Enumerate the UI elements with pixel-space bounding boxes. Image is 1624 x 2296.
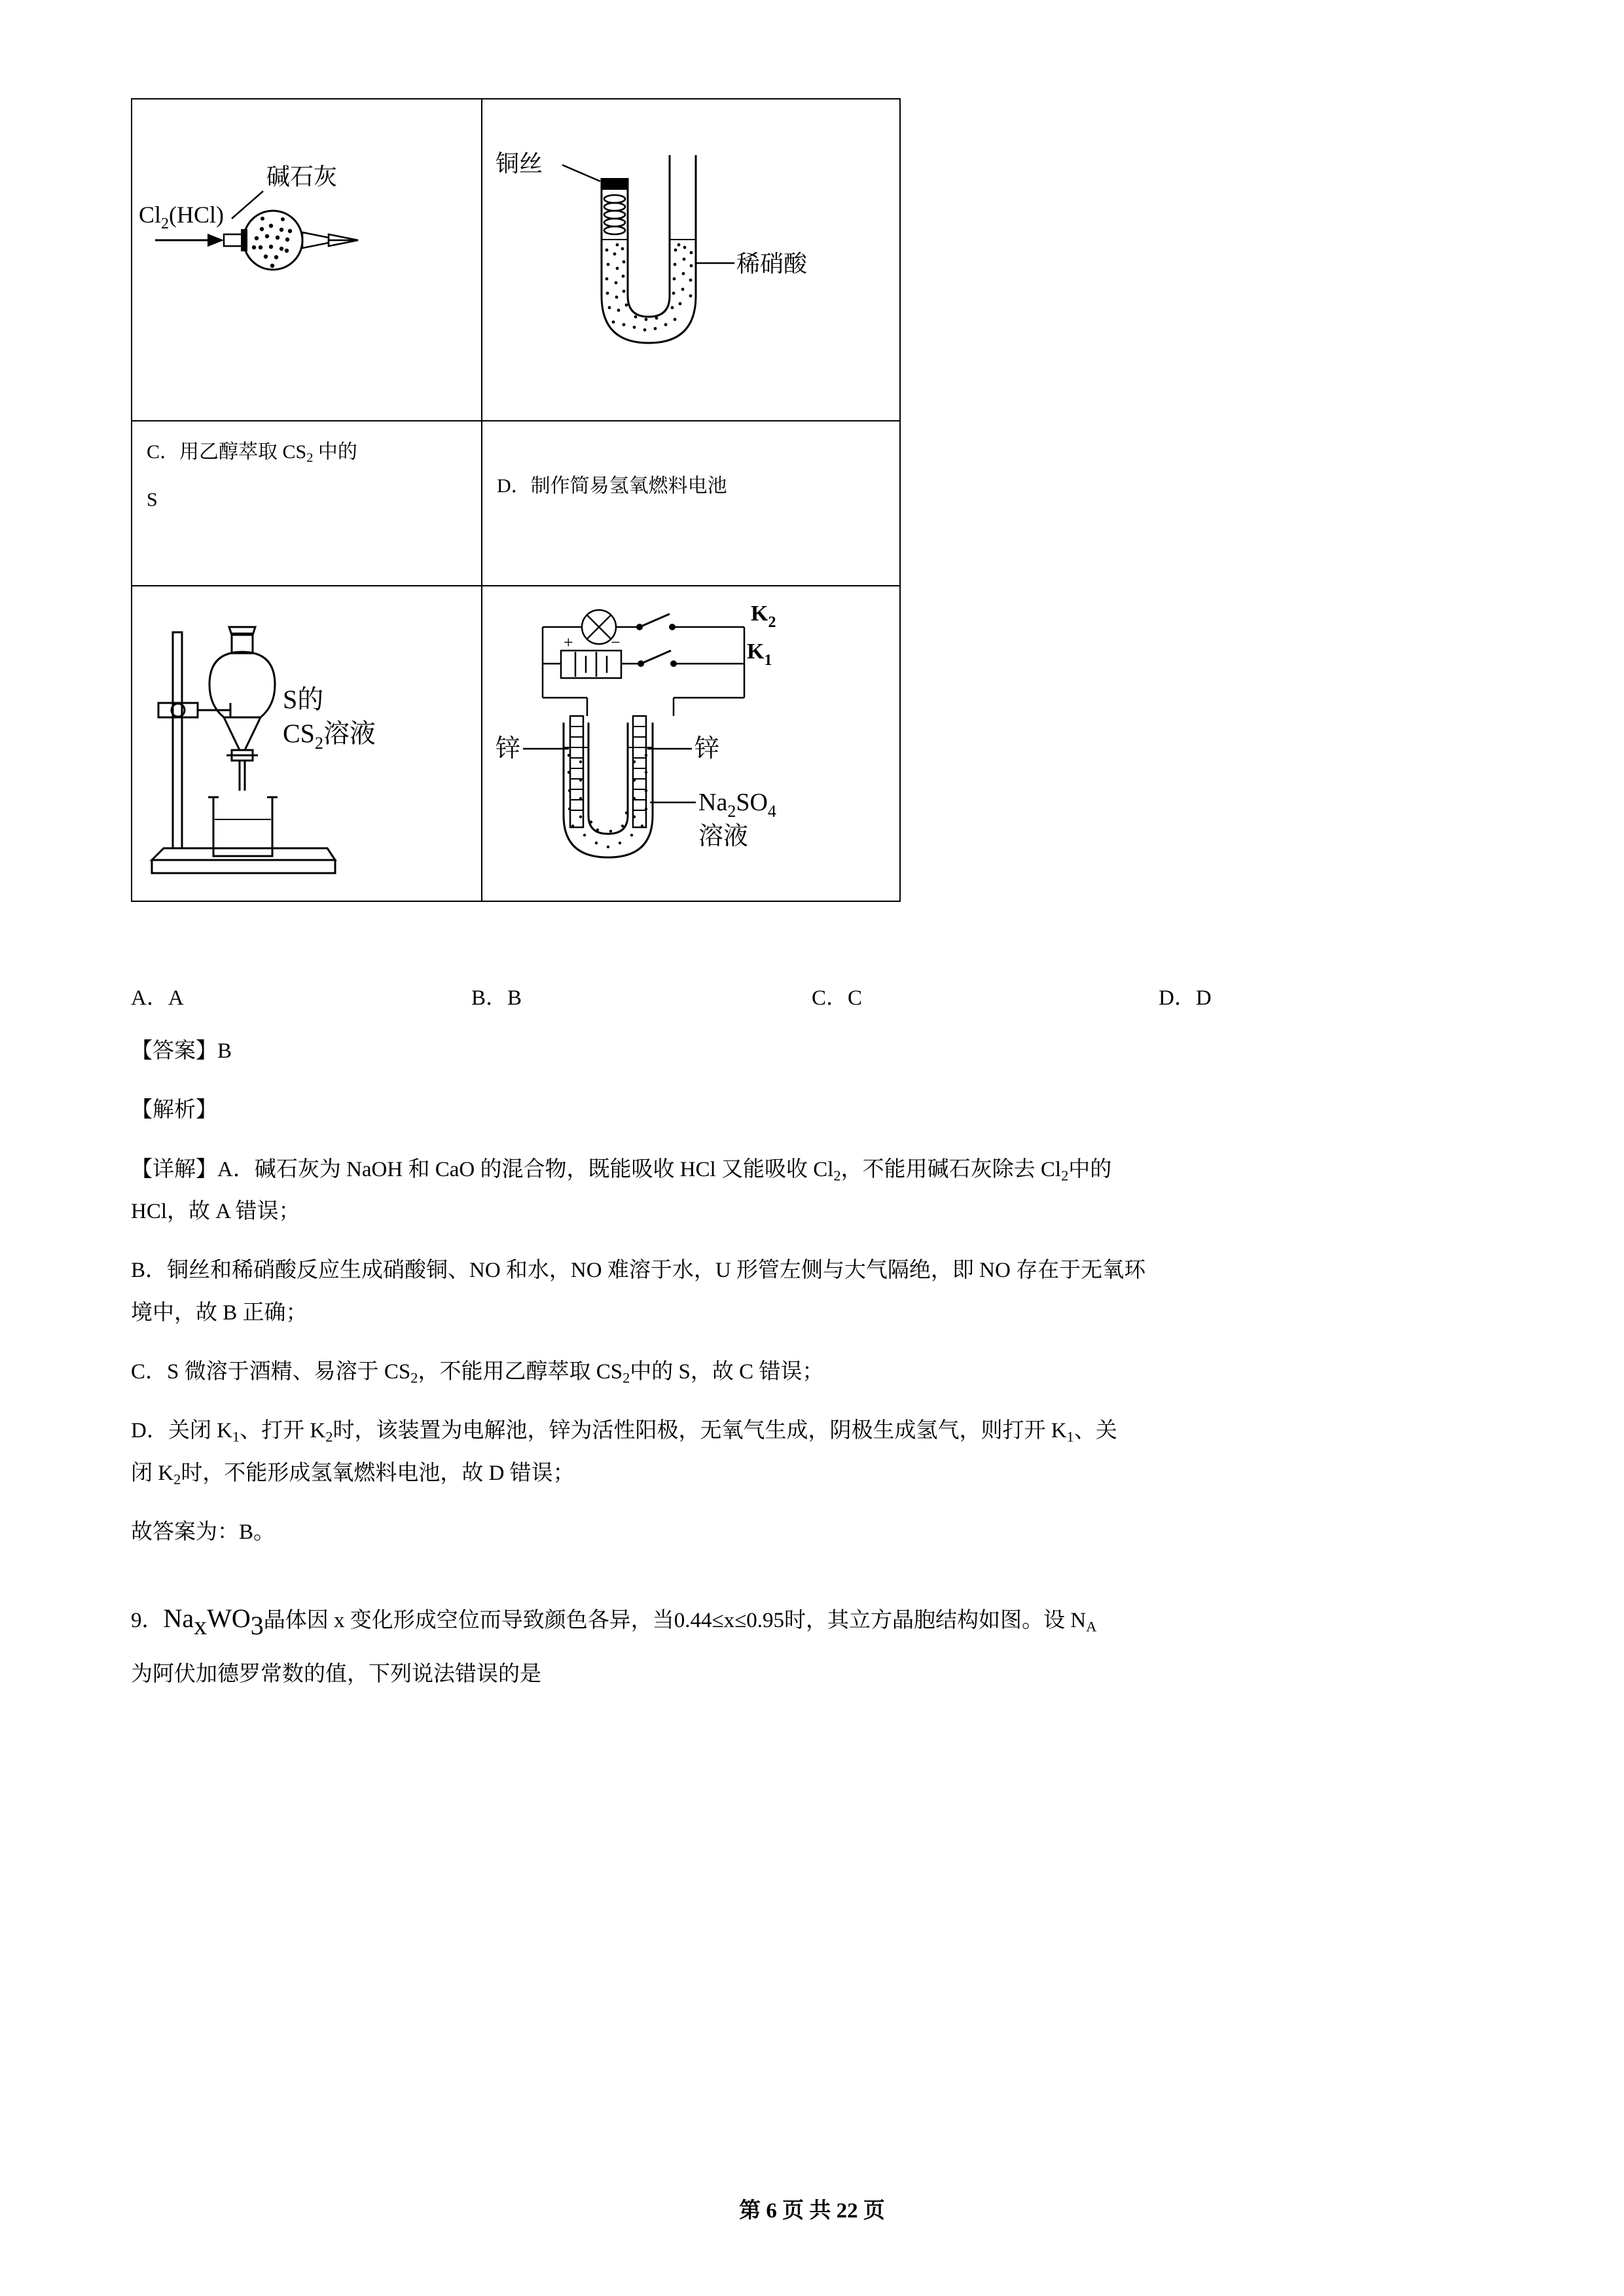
- explanation-paragraph-b: [131, 1249, 1492, 1334]
- cell-c-label-line2: $CS_2$溶液: [283, 719, 376, 753]
- explanation-paragraph-c: [131, 1351, 1492, 1393]
- q9-formula-na: Na: [163, 1604, 194, 1634]
- exp-d-line2-part1: 闭 K: [131, 1461, 174, 1485]
- exp-c-part3: 中的 S，故 C 错误；: [630, 1360, 824, 1384]
- exp-c-part2: ，不能用乙醇萃取 CS: [418, 1360, 623, 1384]
- q9-formula-3: 3: [250, 1611, 264, 1641]
- exp-c-part1: C．S 微溶于酒精、易溶于 CS: [131, 1360, 411, 1384]
- cell-c-text-content: [132, 422, 481, 530]
- page-content: [131, 98, 1492, 1696]
- q9-sub-a: A: [1086, 1618, 1097, 1635]
- table-row: [132, 586, 900, 901]
- cell-d-k2-label: $K_2$: [751, 601, 776, 631]
- exp-a-part1: 【详解】A．碱石灰为 NaOH 和 CaO 的混合物，既能吸收 HCl 又能吸收 Cl: [131, 1157, 834, 1181]
- exp-a-part2: ，不能用碱石灰除去 Cl: [840, 1157, 1062, 1181]
- cell-c-text: [132, 421, 482, 586]
- explanation-paragraph-a: [131, 1149, 1492, 1233]
- question-9: [131, 1592, 1492, 1695]
- exp-b-line1: B．铜丝和稀硝酸反应生成硝酸铜、NO 和水，NO 难溶于水，U 形管左侧与大气隔绝，即 NO 存在于无氧环: [131, 1259, 1146, 1283]
- cell-b-wire-label: 铜丝: [496, 151, 543, 177]
- exp-c-sub1: 2: [410, 1369, 418, 1386]
- cell-c-diagram: [132, 586, 482, 901]
- cell-c-line1-post: 中的: [313, 441, 357, 463]
- cell-c-line1-pre: C．用乙醇萃取 CS: [147, 441, 307, 463]
- exp-b-line2: 境中，故 B 正确；: [131, 1300, 308, 1325]
- q9-range: 0.44≤x≤0.95: [674, 1609, 785, 1633]
- q9-formula-x: x: [194, 1611, 208, 1641]
- table-row: [132, 421, 900, 586]
- experiment-table: [131, 98, 901, 902]
- cell-d-diagram: [482, 586, 900, 901]
- option-b[interactable]: B．B: [471, 986, 522, 1010]
- cell-d-plus-label: +: [564, 633, 573, 652]
- exp-d-part4: 、关: [1074, 1419, 1117, 1443]
- analysis-label: 【解析】: [131, 1098, 217, 1122]
- q9-text-part1: 晶体因 x 变化形成空位而导致颜色各异，当: [263, 1609, 674, 1633]
- exp-d-line2-sub: 2: [173, 1471, 181, 1488]
- cell-a-gas-label: $Cl_2(HCl)$: [139, 202, 225, 232]
- q9-line2: 为阿伏加德罗常数的值，下列说法错误的是: [131, 1662, 541, 1686]
- q9-formula-wo: WO: [207, 1604, 251, 1634]
- cell-d-minus-label: −: [611, 633, 621, 652]
- q9-text-part2: 时，其立方晶胞结构如图。设 N: [784, 1609, 1087, 1633]
- exp-a-line2: HCl，故 A 错误；: [131, 1200, 300, 1224]
- cell-d-k1-label: $K_1$: [747, 639, 772, 669]
- exp-a-sub1: 2: [833, 1166, 841, 1183]
- exp-c-sub2: 2: [623, 1369, 630, 1386]
- cell-b-acid-label: 稀硝酸: [736, 251, 808, 277]
- exp-a-sub2: 2: [1061, 1166, 1069, 1183]
- page-footer: 第 6 页 共 22 页: [739, 2199, 885, 2223]
- cell-d-zinc-left-label: 锌: [496, 735, 521, 762]
- q9-number: 9．: [131, 1609, 164, 1633]
- exp-d-sub2: 2: [325, 1428, 333, 1445]
- exp-d-sub3: 1: [1066, 1428, 1074, 1445]
- cell-d-text-content: D．制作简易氢氧燃料电池: [497, 475, 727, 497]
- exp-d-part2: 、打开 K: [240, 1419, 326, 1443]
- table-row: [132, 99, 900, 421]
- cell-c-label-line1: S的: [283, 685, 324, 714]
- cell-c-line1-sub: 2: [306, 450, 314, 465]
- exp-d-sub1: 1: [232, 1428, 240, 1445]
- option-a[interactable]: A．A: [131, 986, 184, 1010]
- cell-d-solution-label-line2: 溶液: [698, 823, 749, 850]
- exp-d-line2-part2: 时，不能形成氢氧燃料电池，故 D 错误；: [181, 1461, 575, 1485]
- explanation-final-answer: 故答案为：B。: [131, 1520, 276, 1545]
- exp-a-part3: 中的: [1068, 1157, 1112, 1181]
- option-d[interactable]: D．D: [1159, 986, 1212, 1010]
- exp-d-part1: D．关闭 K: [131, 1419, 232, 1443]
- answer-options-row: [131, 980, 1492, 1013]
- option-c[interactable]: C．C: [812, 986, 863, 1010]
- answer-label: 【答案】B: [131, 1039, 232, 1063]
- cell-d-zinc-right-label: 锌: [695, 735, 720, 762]
- cell-a-reagent-label: 碱石灰: [266, 164, 338, 190]
- explanation-paragraph-d: [131, 1410, 1492, 1494]
- cell-a-diagram: [132, 99, 482, 421]
- cell-d-text: [482, 421, 900, 586]
- cell-d-solution-label: $Na_2SO_4$: [698, 789, 776, 821]
- cell-b-diagram: [482, 99, 900, 421]
- cell-c-line2: S: [147, 489, 158, 511]
- exp-d-part3: 时，该装置为电解池，锌为活性阳极，无氧气生成，阴极生成氢气，则打开 K: [333, 1419, 1067, 1443]
